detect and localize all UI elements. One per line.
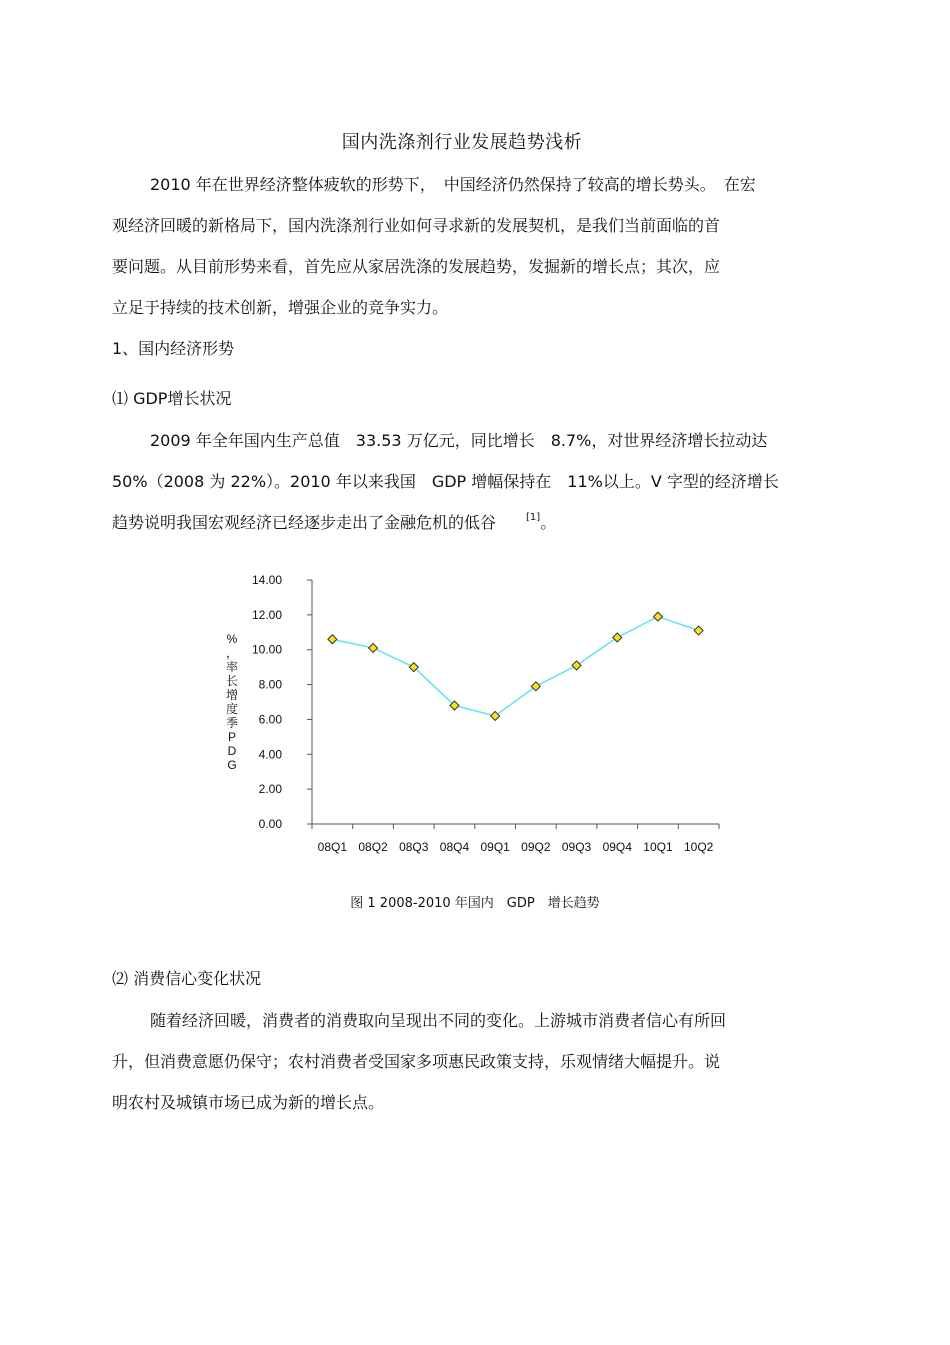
gdp-line: 50%（2008 为 22%）。2010 年以来我国 GDP 增幅保持在 11%以上。V 字型的经济增长 <box>112 472 779 491</box>
consumer-line: 随着经济回暖，消费者的消费取向呈现出不同的变化。上游城市消费者信心有所回 <box>150 1011 727 1030</box>
y-tick-group <box>252 573 312 831</box>
gdp-line <box>112 502 842 543</box>
intro-line: 立足于持续的技术创新，增强企业的竞争实力。 <box>112 298 449 317</box>
figure-caption: 图 1 2008-2010 年国内 GDP 增长趋势 <box>350 896 600 911</box>
gdp-paragraph <box>112 420 842 543</box>
y-axis-label <box>226 632 238 772</box>
section-heading: 1、国内经济形势 <box>112 339 235 358</box>
y-tick-label: 8.00 <box>258 677 282 692</box>
subsection-heading-gdp: ⑴ GDP增长状况 <box>112 389 232 408</box>
gdp-line: 2009 年全年国内生产总值 33.53 万亿元，同比增长 8.7%，对世界经济增长拉动达 <box>150 431 768 450</box>
intro-line: 观经济回暖的新格局下，国内洗涤剂行业如何寻求新的发展契机，是我们当前面临的首 <box>112 216 721 235</box>
citation-marker: [1] <box>526 512 541 523</box>
subsection-heading-consumer: ⑵ 消费信心变化状况 <box>112 969 262 988</box>
y-axis-label-char: D <box>227 744 237 758</box>
document-title: 国内洗涤剂行业发展趋势浅析 <box>341 132 583 153</box>
y-axis-label-char: ， <box>225 646 239 660</box>
intro-line: 2010 年在世界经济整体疲软的形势下， 中国经济仍然保持了较高的增长势头。 在宏 <box>150 175 756 194</box>
x-tick-label: 10Q1 <box>643 840 673 854</box>
data-point-marker <box>328 635 337 644</box>
data-point-marker <box>369 643 378 652</box>
gdp-line-chart <box>0 560 950 860</box>
consumer-line: 升，但消费意愿仍保守；农村消费者受国家多项惠民政策支持，乐观情绪大幅提升。说 <box>112 1052 721 1071</box>
x-tick-label: 08Q3 <box>399 840 429 854</box>
y-tick-label: 6.00 <box>258 712 282 727</box>
x-tick-label: 09Q2 <box>521 840 551 854</box>
y-tick-label: 2.00 <box>258 782 282 797</box>
y-axis-label-char: 长 <box>225 674 239 688</box>
y-axis-label-char: P <box>227 730 237 744</box>
x-tick-label: 09Q1 <box>480 840 510 854</box>
data-point-marker <box>694 626 703 635</box>
y-tick-label: 14.00 <box>251 573 282 587</box>
y-axis-label-char: 增 <box>225 688 239 702</box>
y-axis-label-char: % <box>226 632 238 646</box>
y-axis-label-char: 率 <box>225 660 239 674</box>
gdp-line-text: 趋势说明我国宏观经济已经逐步走出了金融危机的低谷 <box>112 513 497 532</box>
x-tick-label: 10Q2 <box>683 840 714 854</box>
y-tick-label: 4.00 <box>258 747 282 762</box>
consumer-line: 明农村及城镇市场已成为新的增长点。 <box>112 1093 385 1112</box>
x-tick-label: 09Q4 <box>602 840 632 854</box>
series-line <box>332 617 698 716</box>
x-tick-label: 08Q4 <box>439 840 470 854</box>
y-tick-label: 0.00 <box>258 817 282 831</box>
x-tick-group <box>312 824 719 854</box>
marker-group <box>328 612 703 720</box>
y-tick-label: 10.00 <box>251 642 282 657</box>
y-axis-label-char: G <box>227 758 237 772</box>
y-axis-label-char: 季 <box>225 716 239 730</box>
x-tick-label: 08Q2 <box>358 840 388 854</box>
y-axis-label-char: 度 <box>225 702 239 716</box>
intro-line: 要问题。从目前形势来看，首先应从家居洗涤的发展趋势，发掘新的增长点；其次，应 <box>112 257 721 276</box>
data-point-marker <box>613 633 622 642</box>
sentence-end: 。 <box>540 513 557 532</box>
data-point-marker <box>653 612 662 621</box>
x-tick-label: 09Q3 <box>561 840 592 854</box>
x-tick-label: 08Q1 <box>317 840 348 854</box>
y-tick-label: 12.00 <box>251 607 282 622</box>
consumer-paragraph <box>112 1000 842 1123</box>
intro-paragraph <box>112 164 842 328</box>
